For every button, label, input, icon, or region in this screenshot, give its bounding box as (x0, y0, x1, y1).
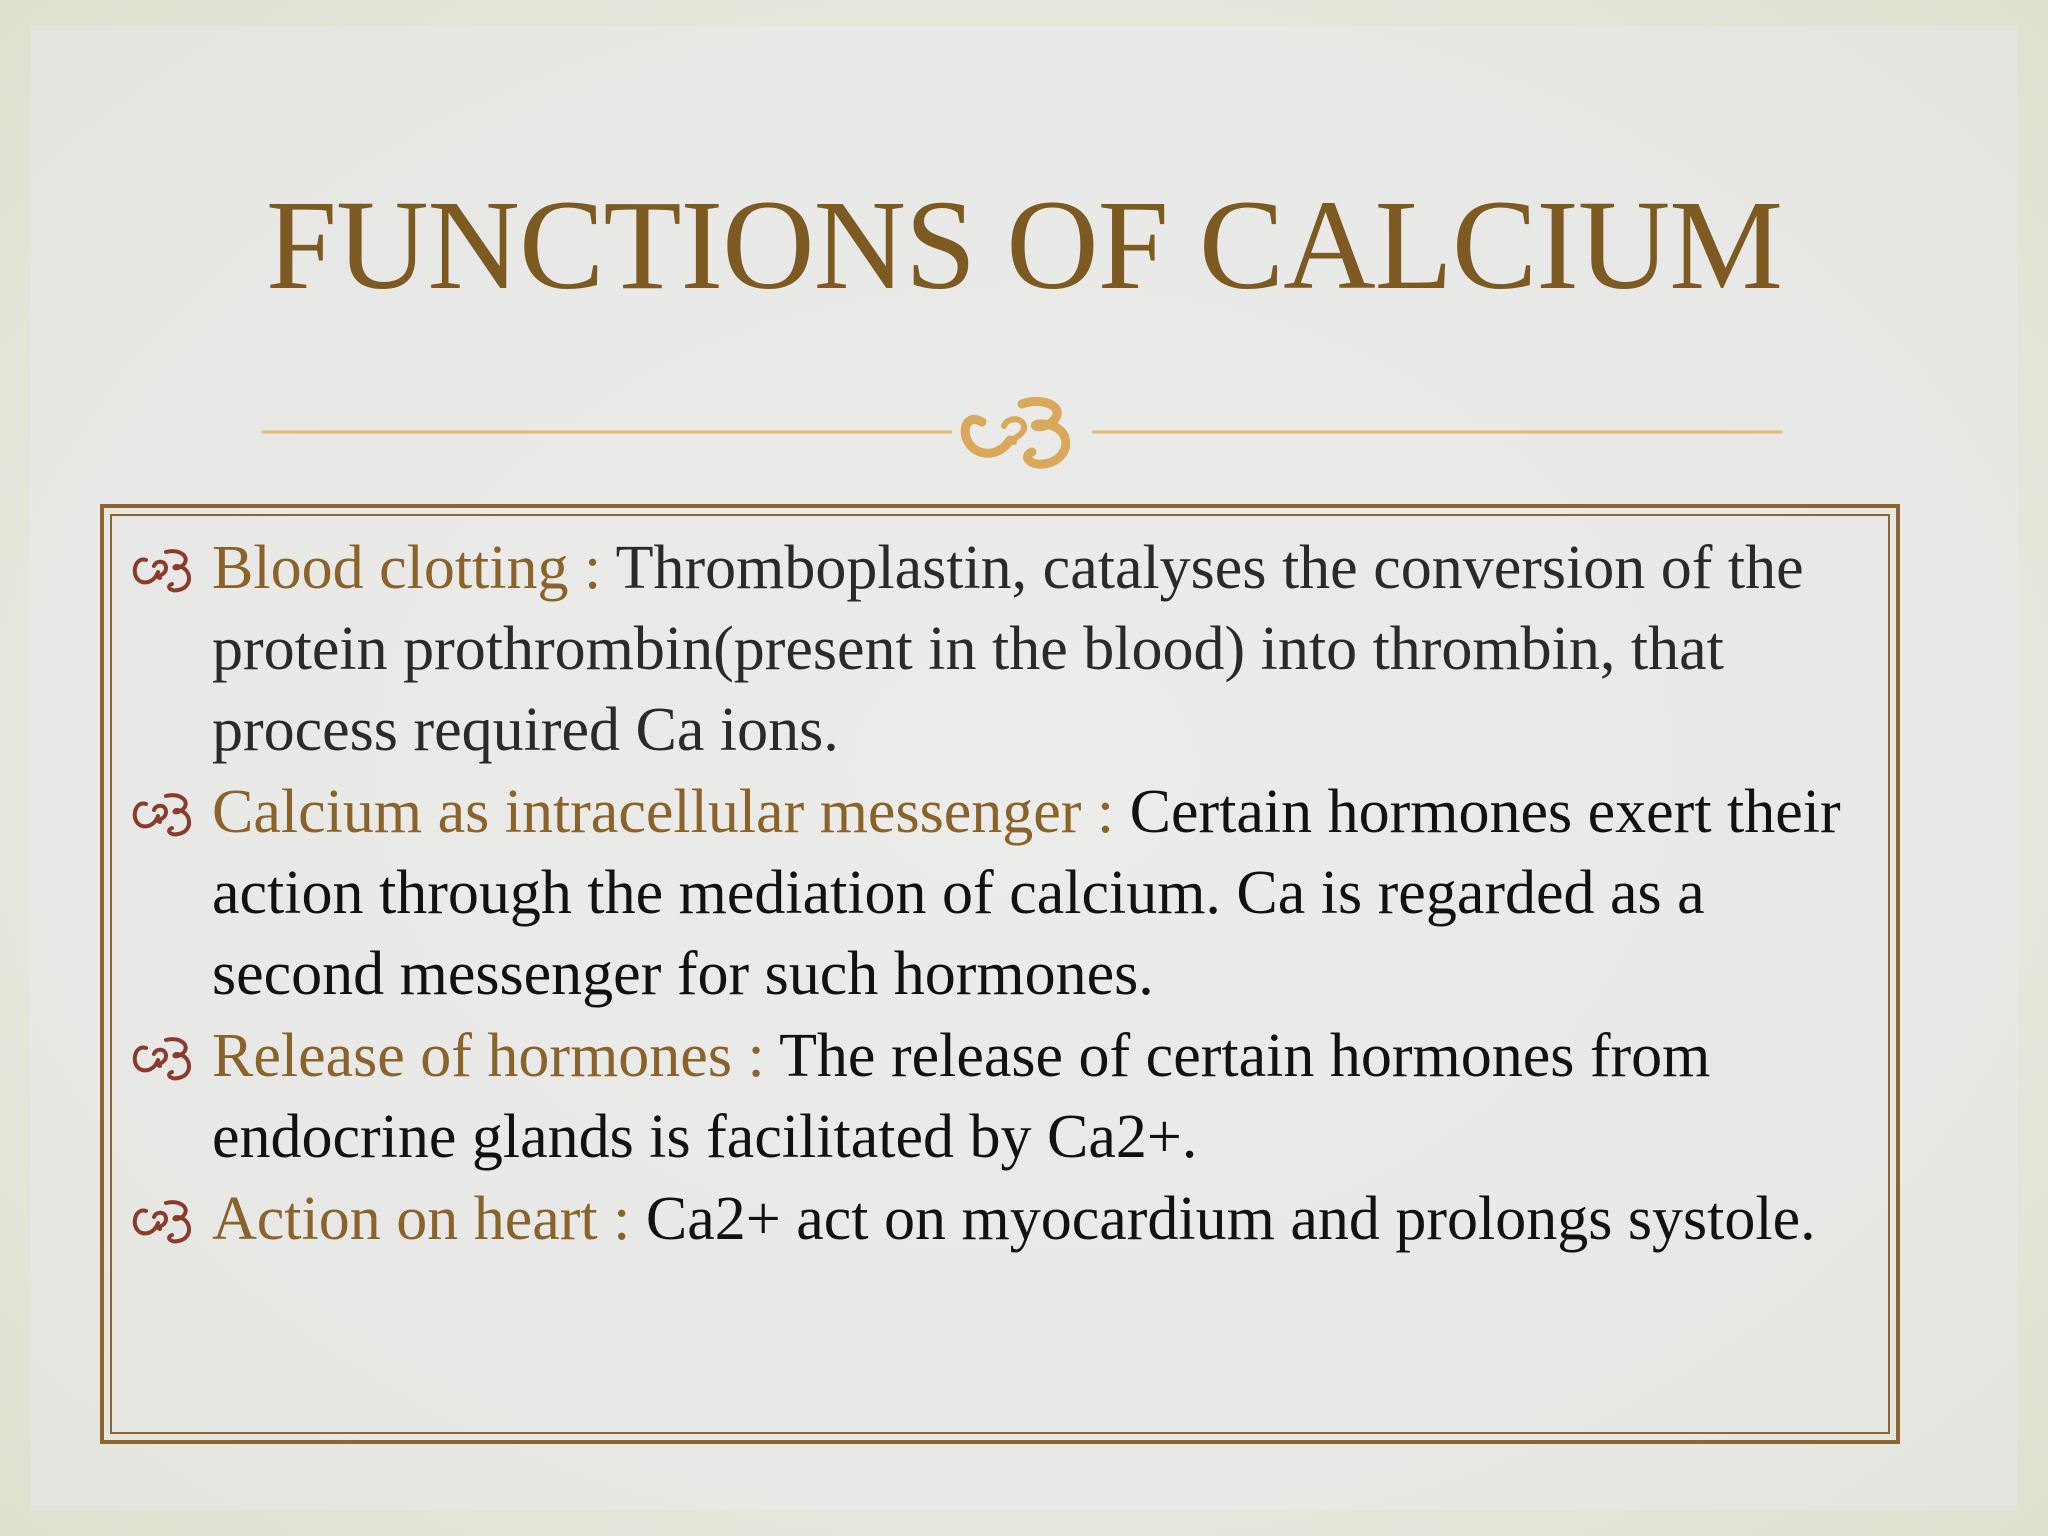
bullet-term: Blood clotting : (212, 534, 616, 602)
bullet-item-intracellular-messenger (126, 772, 1886, 1015)
bullet-item-release-of-hormones (126, 1016, 1886, 1178)
content-box (100, 504, 1900, 1444)
title-divider (262, 382, 1782, 472)
flourish-ornament-icon (965, 401, 1066, 464)
slide-title: FUNCTIONS OF CALCIUM (265, 174, 1783, 316)
flourish-bullet-icon (126, 1193, 196, 1249)
flourish-bullet-icon (126, 786, 196, 842)
flourish-bullet-icon (126, 1030, 196, 1086)
flourish-bullet-icon (126, 542, 196, 598)
bullet-text: Thromboplastin, catalyses the conversion of the protein prothrombin(present in the blood) into thrombin, that process required Ca ions. (212, 534, 1804, 764)
bullet-text: Ca2+ act on myocardium and prolongs systole. (645, 1185, 1816, 1253)
bullet-item-blood-clotting (126, 528, 1886, 771)
bullet-list (126, 528, 1886, 1261)
bullet-term: Release of hormones : (212, 1022, 780, 1090)
bullet-term: Action on heart : (212, 1185, 646, 1253)
bullet-term: Calcium as intracellular messenger : (212, 778, 1130, 846)
bullet-text: Certain hormones exert their action through the mediation of calcium. Ca is regarded as a second messenger for such hormones. (212, 778, 1841, 1008)
bullet-text: The release of certain hormones from endocrine glands is facilitated by Ca2+. (212, 1022, 1711, 1171)
bullet-item-action-on-heart (126, 1179, 1886, 1260)
